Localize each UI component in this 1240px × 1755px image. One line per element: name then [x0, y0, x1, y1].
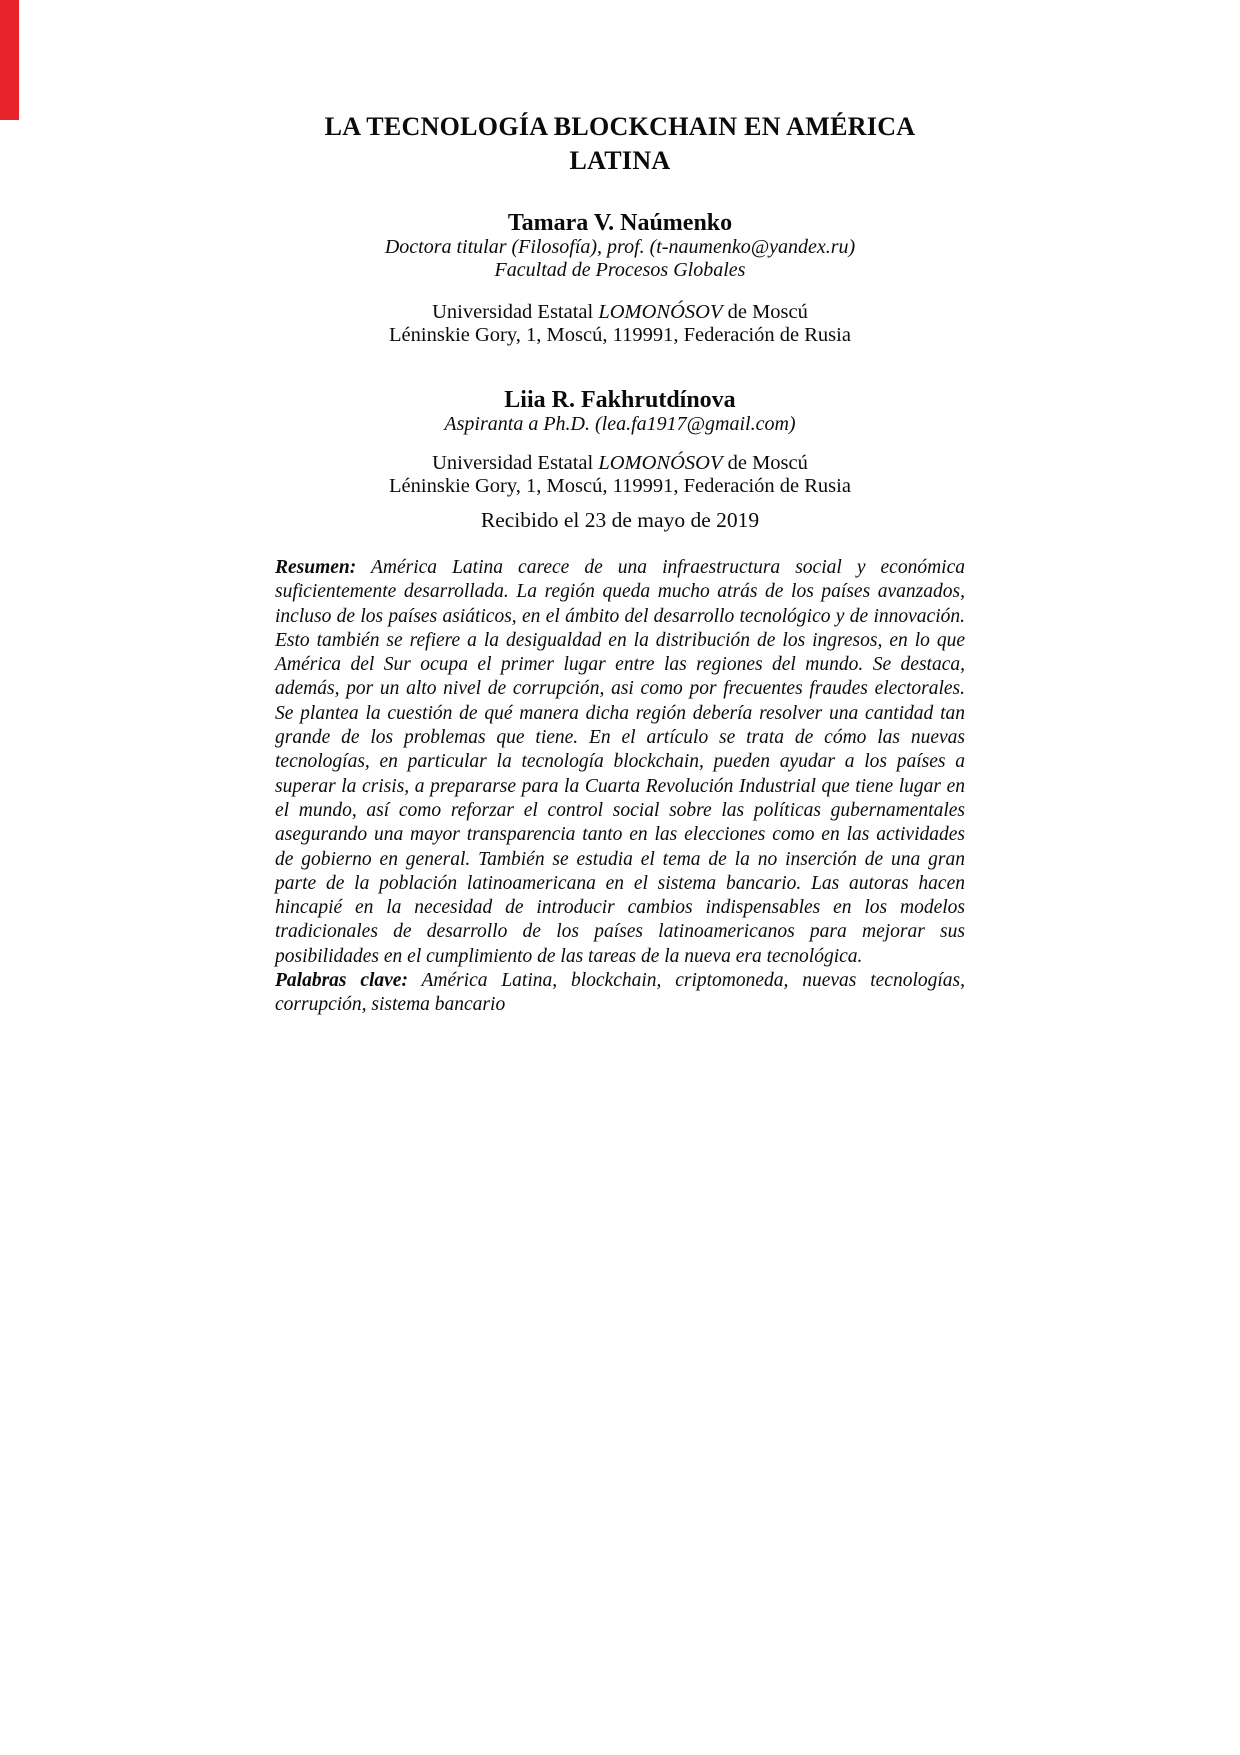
- abstract-label: Resumen:: [275, 557, 357, 578]
- university-name: LOMONÓSOV: [598, 301, 723, 323]
- keywords-text: América Latina, blockchain, criptomoneda, nuevas tecnologías, corrupción, sistema bancario: [275, 970, 965, 1016]
- author-name: Liia R. Fakhrutdínova: [504, 387, 736, 413]
- author-block-1: [275, 210, 965, 347]
- university-prefix: Universidad Estatal: [432, 452, 599, 474]
- abstract-text: América Latina carece de una infraestructura social y económica suficientemente desarrollada. La región queda mucho atrás de los países avanzados, incluso de los países asiáticos, en el ámbito del desarrollo tecnológico y de innovación. Esto también se refiere a la desigualdad en la distribución de los ingresos, en lo que América del Sur ocupa el primer lugar entre las regiones del mundo. Se destaca, además, por un alto nivel de corrupción, asi como por frecuentes fraudes electorales. Se plantea la cuestión de qué manera dicha región debería resolver una cantidad tan grande de los problemas que tiene. En el artículo se trata de cómo las nuevas tecnologías, en particular la tecnología blockchain, pueden ayudar a los países a superar la crisis, a prepararse para la Cuarta Revolución Industrial que tiene lugar en el mundo, así como reforzar el control social sobre las políticas gubernamentales asegurando una mayor transparencia tanto en las elecciones como en las actividades de gobierno en general. También se estudia el tema de la no inserción de una gran parte de la población latinoamericana en el sistema bancario. Las autoras hacen hincapié en la necesidad de introducir cambios indispensables en los modelos tradicionales de desarrollo de los países latinoamericanos para mejorar sus posibilidades en el cumplimiento de las tareas de la nueva era tecnológica.: [275, 557, 965, 967]
- received-date: Recibido el 23 de mayo de 2019: [480, 508, 760, 532]
- keywords-label: Palabras clave:: [275, 970, 408, 992]
- paper-title: [275, 110, 965, 178]
- keywords-paragraph: [275, 969, 965, 1018]
- content-column: [275, 0, 965, 1018]
- author-affiliation: [275, 452, 965, 498]
- university-suffix: de Moscú: [722, 452, 808, 474]
- author-role: Doctora titular (Filosofía), prof. (t-naumenko@yandex.ru): [384, 236, 856, 258]
- author-affiliation: [275, 301, 965, 347]
- university-prefix: Universidad Estatal: [432, 301, 599, 323]
- university-line: [275, 452, 965, 475]
- paper-title-line2: LATINA: [569, 146, 671, 175]
- university-name: LOMONÓSOV: [598, 452, 723, 474]
- university-suffix: de Moscú: [722, 301, 808, 323]
- abstract-paragraph: [275, 556, 965, 969]
- author-block-2: [275, 387, 965, 498]
- university-address: Léninskie Gory, 1, Moscú, 119991, Federación de Rusia: [389, 324, 851, 346]
- paper-title-line1: LA TECNOLOGÍA BLOCKCHAIN EN AMÉRICA: [324, 112, 916, 141]
- university-line: [275, 301, 965, 324]
- university-address: Léninskie Gory, 1, Moscú, 119991, Federación de Rusia: [389, 475, 851, 497]
- red-margin-mark: [0, 0, 19, 120]
- author-name: Tamara V. Naúmenko: [507, 210, 733, 236]
- author-faculty: Facultad de Procesos Globales: [494, 259, 746, 281]
- author-role: Aspiranta a Ph.D. (lea.fa1917@gmail.com): [444, 413, 796, 435]
- abstract-section: [275, 556, 965, 1018]
